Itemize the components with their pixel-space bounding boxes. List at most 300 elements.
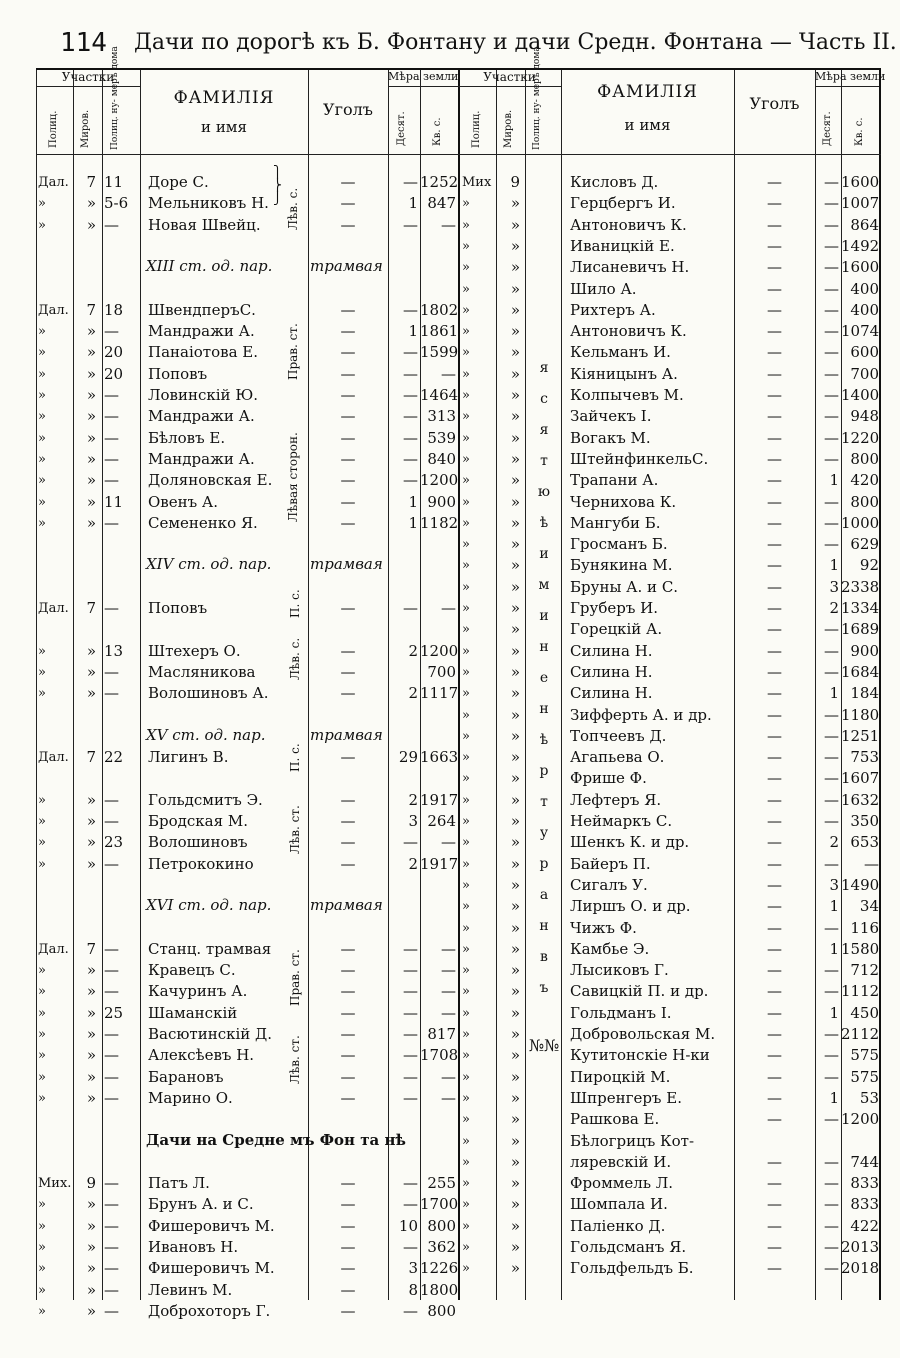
vertical-note-letter: н: [539, 639, 549, 655]
cell-polits: »: [38, 856, 46, 872]
table-row: [36, 1067, 458, 1088]
cell-polits: »: [462, 750, 470, 766]
cell-desyat: —: [403, 982, 418, 1001]
cell-mirov: 7: [86, 300, 96, 319]
cell-kv-s: 1200: [841, 1110, 880, 1129]
table-row: [458, 172, 880, 193]
cell-desyat: —: [824, 173, 839, 191]
cell-polits: »: [462, 324, 470, 340]
cell-name: Бѣловъ Е.: [148, 428, 226, 447]
cell-mirov: »: [86, 1088, 96, 1107]
cell-ugol: —: [340, 343, 356, 362]
cell-kv-s: 1000: [841, 513, 880, 532]
cell-name: Левинъ М.: [148, 1280, 233, 1299]
cell-name: Гросманъ Б.: [570, 535, 668, 554]
cell-ugol: —: [340, 1259, 356, 1278]
cell-kv-s: 1490: [841, 875, 880, 894]
cell-mirov: »: [510, 599, 520, 617]
cell-ugol: —: [767, 684, 782, 703]
cell-kv-s: 2013: [841, 1238, 880, 1256]
cell-kv-s: 255: [427, 1174, 456, 1193]
cell-ugol: —: [340, 641, 356, 660]
cell-desyat: —: [403, 1088, 418, 1107]
cell-house: —: [104, 407, 119, 426]
cell-house: 25: [104, 1003, 124, 1022]
cell-desyat: —: [403, 939, 418, 958]
cell-ugol: —: [767, 939, 782, 958]
cell-ugol: —: [767, 407, 782, 426]
section-heading-tramvay: трамвая: [310, 896, 383, 915]
cell-house: —: [104, 1301, 119, 1320]
table-row: [458, 790, 880, 811]
cell-mirov: »: [86, 513, 96, 532]
cell-polits: Дал.: [38, 175, 69, 190]
cell-mirov: »: [86, 215, 96, 234]
cell-ugol: —: [340, 1046, 356, 1065]
cell-polits: »: [38, 473, 46, 489]
table-row: [458, 1131, 880, 1152]
cell-polits: »: [462, 771, 470, 787]
cell-desyat: —: [824, 790, 839, 809]
cell-kv-s: 800: [427, 1216, 456, 1235]
cell-kv-s: 900: [427, 492, 456, 511]
cell-kv-s: —: [441, 364, 456, 383]
table-row: [458, 832, 880, 853]
cell-polits: »: [38, 1048, 46, 1064]
header-uchastki-right: Участки: [483, 70, 536, 84]
cell-name: Доляновская Е.: [148, 471, 273, 490]
cell-mirov: »: [86, 1046, 96, 1065]
cell-desyat: 1: [829, 1088, 839, 1107]
cell-kv-s: 450: [850, 1003, 879, 1022]
cell-mirov: »: [510, 982, 520, 1001]
cell-ugol: —: [767, 1067, 782, 1086]
cell-name: Мандражи А.: [148, 449, 255, 468]
cell-ugol: —: [767, 173, 782, 191]
cell-mirov: »: [510, 428, 520, 447]
cell-desyat: —: [824, 1025, 839, 1043]
cell-ugol: —: [767, 300, 782, 319]
table-row: [36, 1301, 458, 1322]
cell-ugol: —: [767, 599, 782, 617]
cell-name: Мандражи А.: [148, 407, 255, 426]
cell-kv-s: 600: [850, 343, 879, 362]
cell-name: Лисаневичъ Н.: [570, 258, 690, 277]
table-row: [36, 1173, 458, 1194]
cell-polits: »: [462, 1197, 470, 1213]
cell-mirov: »: [86, 1280, 96, 1299]
cell-mirov: 9: [510, 173, 520, 191]
cell-ugol: —: [767, 812, 782, 830]
cell-name: Марино О.: [148, 1088, 233, 1107]
cell-mirov: »: [510, 556, 520, 575]
cell-polits: »: [38, 430, 46, 446]
cell-polits: »: [462, 792, 470, 808]
cell-name: Мельниковъ Н.: [148, 194, 269, 213]
cell-ugol: —: [767, 1174, 782, 1193]
vertical-note-letter: я: [539, 360, 549, 376]
cell-kv-s: 753: [850, 748, 879, 767]
table-row: [36, 300, 458, 321]
cell-ugol: —: [340, 1174, 356, 1193]
cell-mirov: »: [510, 620, 520, 639]
table-row: [458, 1216, 880, 1237]
cell-polits: »: [462, 707, 470, 723]
cell-desyat: —: [403, 1174, 418, 1193]
cell-desyat: 8: [408, 1280, 418, 1299]
cell-name: Чижъ Ф.: [570, 918, 637, 937]
cell-mirov: »: [510, 875, 520, 894]
table-row: [36, 768, 458, 789]
cell-ugol: —: [767, 1003, 782, 1022]
cell-mirov: »: [510, 1046, 520, 1065]
cell-name: Гольдсмитъ Э.: [148, 790, 263, 809]
table-row: [458, 1152, 880, 1173]
cell-name: Антоновичъ К.: [570, 215, 687, 234]
cell-ugol: —: [767, 258, 782, 277]
cell-desyat: —: [824, 1174, 839, 1193]
cell-desyat: 10: [398, 1216, 418, 1235]
cell-kv-s: 1802: [420, 300, 459, 319]
cell-desyat: —: [824, 215, 839, 234]
cell-desyat: —: [824, 343, 839, 362]
cell-polits: »: [462, 217, 470, 233]
cell-name: Бруны А. и С.: [570, 577, 679, 596]
cell-house: —: [104, 513, 119, 532]
cell-mirov: »: [86, 1067, 96, 1086]
table-row: [36, 364, 458, 385]
table-row: [36, 981, 458, 1002]
table-row: [458, 364, 880, 385]
cell-desyat: —: [824, 662, 839, 681]
vertical-note-letter: и: [539, 546, 549, 562]
cell-desyat: —: [824, 918, 839, 937]
cell-kv-s: 1182: [420, 513, 459, 532]
section-heading: XVI ст. од. пар.: [146, 896, 272, 915]
cell-kv-s: 400: [850, 279, 879, 298]
cell-desyat: —: [824, 726, 839, 745]
cell-polits: »: [462, 622, 470, 638]
cell-mirov: »: [86, 1195, 96, 1214]
cell-desyat: —: [403, 1301, 418, 1320]
table-row: [458, 619, 880, 640]
cell-mirov: »: [510, 364, 520, 383]
cell-mirov: »: [510, 1152, 520, 1171]
cell-ugol: —: [340, 1088, 356, 1107]
cell-name: Агапьева О.: [570, 748, 665, 767]
cell-polits: »: [462, 984, 470, 1000]
cell-house: —: [104, 215, 119, 234]
table-row: [458, 385, 880, 406]
cell-desyat: 2: [408, 790, 418, 809]
cell-name: Герцбергъ И.: [570, 194, 676, 213]
cell-desyat: 1: [408, 322, 418, 341]
cell-mirov: »: [86, 343, 96, 362]
cell-mirov: »: [510, 1195, 520, 1214]
cell-desyat: —: [824, 492, 839, 511]
cell-ugol: —: [340, 194, 356, 213]
cell-desyat: 1: [829, 897, 839, 916]
cell-name: Кисловъ Д.: [570, 173, 659, 191]
cell-polits: »: [462, 238, 470, 254]
cell-ugol: —: [340, 982, 356, 1001]
cell-kv-s: 2018: [841, 1259, 880, 1278]
cell-house: 11: [104, 173, 124, 191]
vertical-note-letter: р: [539, 763, 549, 779]
cell-desyat: 3: [408, 812, 418, 830]
cell-desyat: —: [824, 535, 839, 554]
cell-mirov: »: [86, 684, 96, 703]
cell-mirov: »: [86, 641, 96, 660]
cell-name: Топчеевъ Д.: [570, 726, 667, 745]
cell-kv-s: 1074: [841, 322, 880, 341]
cell-polits: »: [38, 409, 46, 425]
cell-desyat: —: [824, 1195, 839, 1214]
cell-house: —: [104, 1088, 119, 1107]
cell-kv-s: 833: [850, 1195, 879, 1214]
cell-ugol: —: [767, 1259, 782, 1278]
cell-mirov: »: [510, 194, 520, 213]
cell-ugol: —: [767, 215, 782, 234]
cell-polits: »: [462, 686, 470, 702]
table-row: [36, 342, 458, 363]
cell-mirov: 7: [86, 599, 96, 617]
cell-house: —: [104, 812, 119, 830]
section-heading-tramvay: трамвая: [310, 725, 383, 744]
cell-house: —: [104, 322, 119, 341]
cell-mirov: »: [510, 961, 520, 980]
cell-ugol: —: [340, 1195, 356, 1214]
table-row: [36, 939, 458, 960]
table-row: [458, 705, 880, 726]
cell-desyat: 2: [408, 684, 418, 703]
cell-desyat: 3: [829, 577, 839, 596]
vertical-note-letter: ю: [537, 484, 551, 500]
cell-name: Лигинъ В.: [148, 748, 229, 767]
cell-ugol: —: [340, 1216, 356, 1235]
cell-kv-s: 539: [427, 428, 456, 447]
header-imya-right: и имя: [624, 116, 671, 134]
cell-ugol: —: [767, 513, 782, 532]
cell-mirov: »: [510, 1131, 520, 1150]
table-row: [458, 534, 880, 555]
cell-name: Поповъ: [148, 599, 208, 617]
cell-kv-s: 1580: [841, 939, 880, 958]
vertical-note-letter: и: [539, 608, 549, 624]
cell-name: Новая Швейц.: [148, 215, 261, 234]
table-row: [36, 193, 458, 214]
cell-kv-s: —: [864, 854, 879, 873]
cell-polits: »: [462, 515, 470, 531]
cell-ugol: —: [767, 726, 782, 745]
cell-polits: »: [462, 537, 470, 553]
cell-ugol: —: [767, 492, 782, 511]
table-row: [36, 790, 458, 811]
cell-house: —: [104, 662, 119, 681]
table-row: [458, 406, 880, 427]
cell-ugol: —: [767, 641, 782, 660]
vertical-note-letter: р: [539, 856, 549, 872]
cell-mirov: »: [510, 407, 520, 426]
cell-mirov: »: [510, 662, 520, 681]
cell-desyat: —: [403, 599, 418, 617]
header-kv-s-right: Кв. с.: [854, 117, 865, 146]
cell-mirov: »: [510, 471, 520, 490]
cell-mirov: »: [86, 812, 96, 830]
cell-desyat: —: [824, 428, 839, 447]
cell-mirov: »: [86, 1259, 96, 1278]
cell-polits: »: [462, 345, 470, 361]
table-row: [458, 726, 880, 747]
cell-ugol: —: [340, 322, 356, 341]
cell-polits: »: [38, 196, 46, 212]
cell-name: Васютинскій Д.: [148, 1025, 273, 1043]
header-mera-right: Мѣра земли: [815, 70, 886, 83]
header-house-number-right: Полиц. ну- меръ дома: [532, 46, 542, 150]
brace-label-prav-st: Прав. ст.: [286, 323, 300, 380]
cell-mirov: »: [510, 939, 520, 958]
cell-house: 11: [104, 492, 124, 511]
cell-name: ШтейнфинкельС.: [570, 449, 709, 468]
cell-name: Зайчекъ І.: [570, 407, 652, 426]
cell-polits: »: [38, 388, 46, 403]
cell-desyat: 29: [398, 748, 418, 767]
cell-desyat: —: [824, 982, 839, 1001]
cell-ugol: —: [767, 748, 782, 767]
table-row: [458, 236, 880, 257]
table-row: [36, 577, 458, 598]
cell-ugol: —: [340, 833, 356, 852]
table-row: [36, 1194, 458, 1215]
vertical-note-letter: я: [539, 422, 549, 438]
cell-ugol: —: [340, 854, 356, 873]
cell-polits: »: [38, 345, 46, 361]
table-row: [36, 811, 458, 832]
cell-polits: »: [462, 1261, 470, 1277]
cell-kv-s: 116: [850, 918, 879, 937]
cell-polits: »: [462, 728, 470, 744]
cell-desyat: —: [824, 449, 839, 468]
cell-name: Алексѣевъ Н.: [148, 1046, 255, 1065]
table-row: [36, 1003, 458, 1024]
cell-polits: »: [38, 1197, 46, 1213]
cell-polits: »: [38, 643, 46, 659]
cell-polits: »: [462, 1176, 470, 1192]
table-row: [458, 449, 880, 470]
cell-mirov: »: [510, 492, 520, 511]
cell-mirov: 7: [86, 748, 96, 767]
cell-name: ШвендперъС.: [148, 300, 256, 319]
cell-name: Петрококино: [148, 854, 254, 873]
cell-kv-s: 1400: [841, 386, 880, 404]
cell-desyat: —: [824, 407, 839, 426]
cell-ugol: —: [340, 1280, 356, 1299]
cell-polits: »: [462, 281, 470, 297]
cell-desyat: —: [824, 1046, 839, 1065]
cell-name: Мандражи А.: [148, 322, 255, 341]
cell-ugol: —: [767, 322, 782, 341]
cell-mirov: »: [510, 322, 520, 341]
table-row: [458, 1237, 880, 1258]
cell-name: Волошиновъ А.: [148, 684, 269, 703]
table-row: [458, 428, 880, 449]
cell-kv-s: 948: [850, 407, 879, 426]
cell-polits: »: [38, 1005, 46, 1021]
cell-kv-s: 800: [850, 449, 879, 468]
cell-house: 20: [104, 364, 124, 383]
cell-desyat: —: [403, 1003, 418, 1022]
cell-polits: »: [462, 388, 470, 403]
cell-mirov: »: [86, 1003, 96, 1022]
cell-name: Гольдманъ І.: [570, 1003, 672, 1022]
cell-ugol: —: [340, 1301, 356, 1320]
cell-ugol: —: [767, 1195, 782, 1214]
cell-house: —: [104, 790, 119, 809]
table-row: [36, 1109, 458, 1130]
table-row: [458, 939, 880, 960]
header-imya: и имя: [201, 118, 247, 136]
cell-desyat: —: [824, 513, 839, 532]
table-row: [458, 1088, 880, 1109]
header-kv-s: Кв. с.: [432, 117, 443, 146]
cell-desyat: —: [824, 1216, 839, 1235]
cell-name: Лиршъ О. и др.: [570, 897, 691, 916]
table-row: [36, 470, 458, 491]
cell-name: Кіяницынъ А.: [570, 364, 678, 383]
cell-ugol: —: [767, 386, 782, 404]
cell-desyat: —: [824, 812, 839, 830]
cell-name: Семененко Я.: [148, 513, 258, 532]
cell-polits: »: [38, 217, 46, 233]
cell-name: Паліенко Д.: [570, 1216, 666, 1235]
cell-name: Штехеръ О.: [148, 641, 241, 660]
cell-ugol: —: [340, 471, 356, 490]
cell-mirov: »: [510, 577, 520, 596]
cell-kv-s: 264: [427, 812, 456, 830]
cell-polits: »: [462, 1218, 470, 1234]
table-row: [458, 1045, 880, 1066]
cell-name: Ловинскій Ю.: [148, 386, 258, 404]
header-mirov-right: Миров.: [503, 109, 514, 148]
cell-desyat: 1: [408, 492, 418, 511]
cell-kv-s: —: [441, 939, 456, 958]
page-title: Дачи по дорогѣ къ Б. Фонтану и дачи Средн. Фонтана — Часть II.: [134, 30, 897, 55]
table-row: [458, 193, 880, 214]
cell-name: Кутитонскіе Н-ки: [570, 1046, 710, 1065]
vertical-note-letter: е: [539, 670, 549, 686]
cell-mirov: »: [510, 343, 520, 362]
cell-desyat: —: [824, 1067, 839, 1086]
section-heading: XIII ст. од. пар.: [146, 257, 273, 276]
cell-desyat: 1: [408, 194, 418, 213]
cell-mirov: »: [86, 790, 96, 809]
cell-polits: »: [462, 1112, 470, 1128]
cell-kv-s: 1007: [841, 194, 880, 213]
cell-polits: »: [462, 664, 470, 680]
table-row: [36, 875, 458, 896]
cell-ugol: —: [340, 599, 356, 617]
cell-ugol: —: [767, 833, 782, 852]
cell-polits: Дал.: [38, 750, 69, 766]
cell-house: —: [104, 1195, 119, 1214]
cell-kv-s: 1684: [841, 662, 880, 681]
cell-mirov: »: [510, 1259, 520, 1278]
cell-polits: »: [462, 473, 470, 489]
cell-mirov: »: [510, 918, 520, 937]
cell-house: —: [104, 449, 119, 468]
table-row: [36, 705, 458, 726]
cell-polits: Дал.: [38, 302, 69, 318]
